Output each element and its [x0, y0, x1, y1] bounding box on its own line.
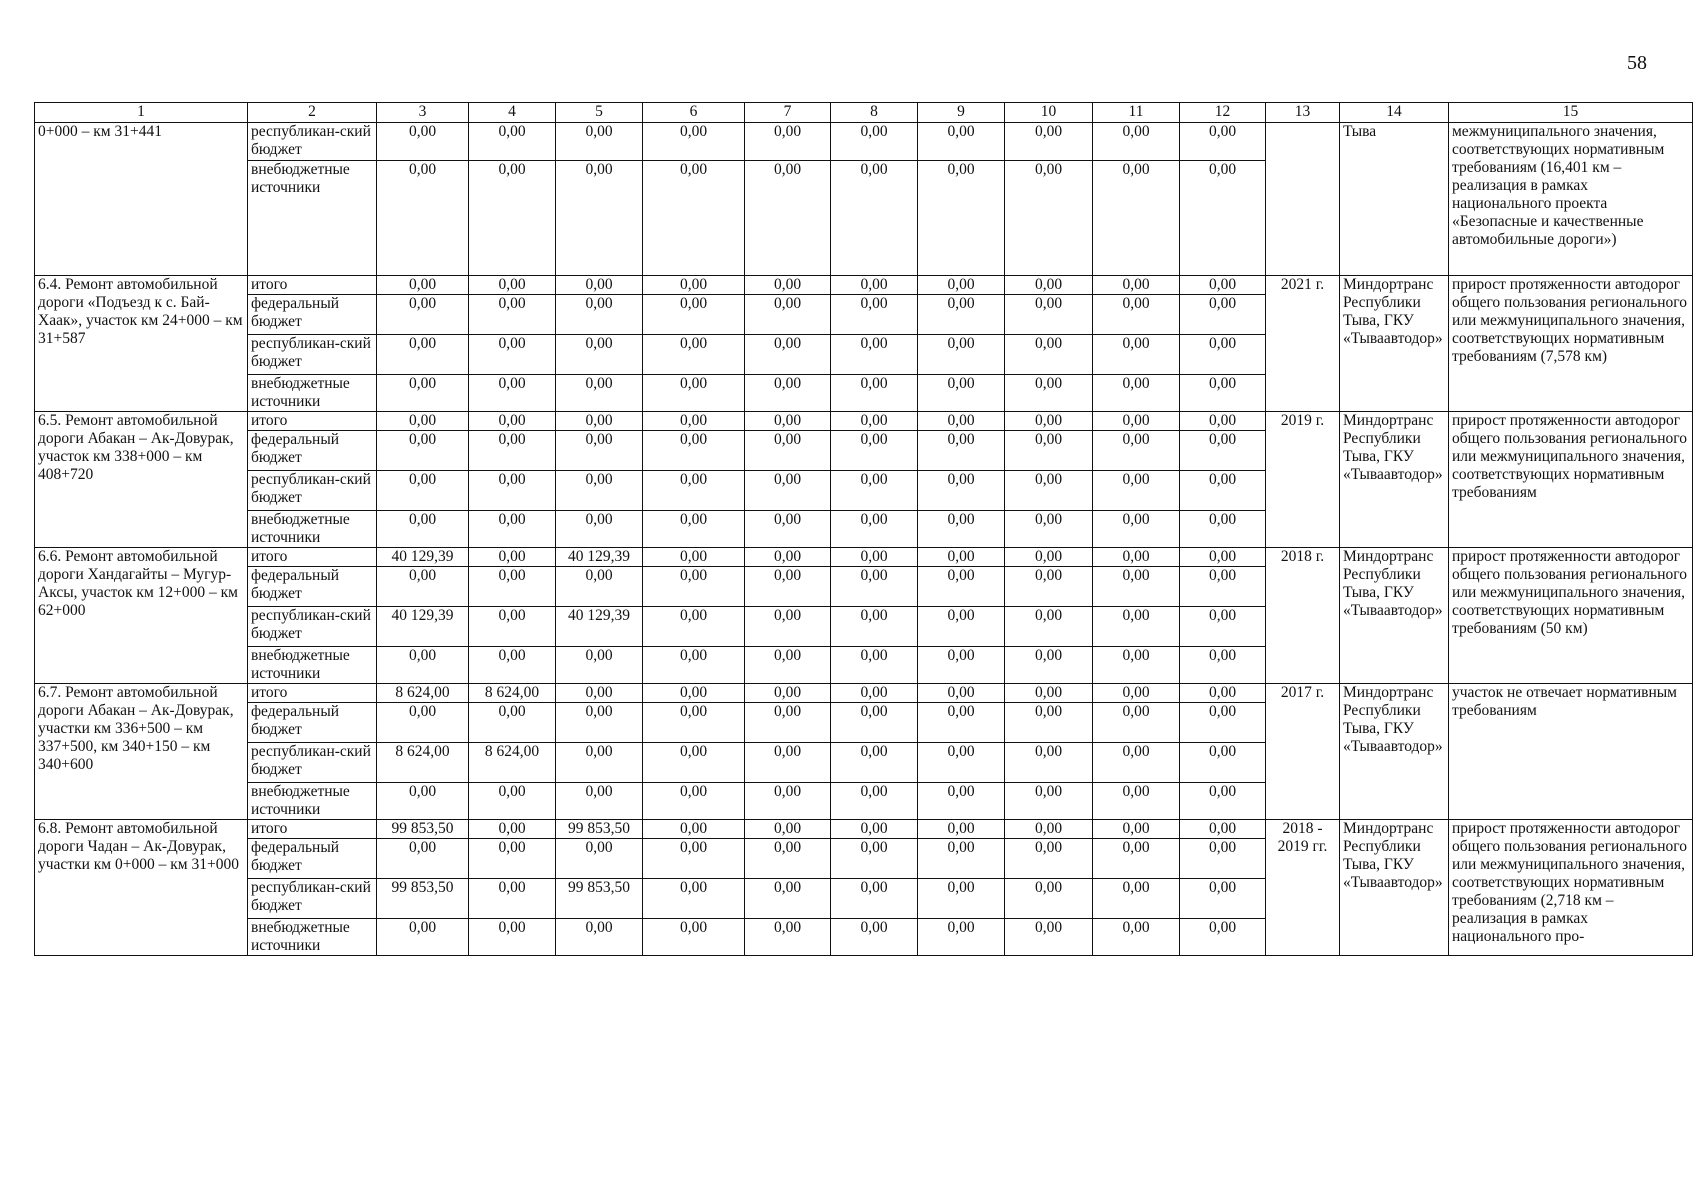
amount-cell: 0,00 — [745, 783, 831, 820]
funding-source-label: республикан-ский бюджет — [248, 743, 377, 783]
amount-cell: 0,00 — [556, 335, 643, 375]
expected-result: участок не отвечает нормативным требованиям — [1449, 684, 1693, 820]
item-name: 6.6. Ремонт автомобильной дороги Хандагайты – Мугур-Аксы, участок км 12+000 – км 62+000 — [35, 548, 248, 684]
amount-cell: 0,00 — [469, 471, 556, 511]
amount-cell: 0,00 — [469, 161, 556, 276]
amount-cell: 0,00 — [643, 919, 745, 956]
amount-cell: 0,00 — [918, 548, 1005, 567]
amount-cell: 0,00 — [831, 471, 918, 511]
amount-cell: 8 624,00 — [469, 743, 556, 783]
amount-cell: 0,00 — [1005, 879, 1093, 919]
amount-cell: 0,00 — [377, 703, 469, 743]
amount-cell: 0,00 — [1005, 783, 1093, 820]
column-header: 1 — [35, 103, 248, 123]
amount-cell: 40 129,39 — [377, 607, 469, 647]
amount-cell: 0,00 — [1180, 431, 1266, 471]
amount-cell: 0,00 — [745, 375, 831, 412]
amount-cell: 0,00 — [377, 471, 469, 511]
executor: Миндортранс Республики Тыва, ГКУ «Тываавтодор» — [1340, 412, 1449, 548]
table-row — [35, 684, 1693, 703]
amount-cell: 0,00 — [469, 375, 556, 412]
amount-cell: 0,00 — [831, 375, 918, 412]
amount-cell: 0,00 — [831, 783, 918, 820]
amount-cell: 0,00 — [831, 607, 918, 647]
table-row — [35, 820, 1693, 839]
amount-cell: 0,00 — [1180, 335, 1266, 375]
column-header: 4 — [469, 103, 556, 123]
amount-cell: 99 853,50 — [377, 820, 469, 839]
amount-cell: 0,00 — [1093, 703, 1180, 743]
amount-cell: 0,00 — [377, 161, 469, 276]
program-table — [34, 102, 1693, 956]
funding-source-label: внебюджетные источники — [248, 919, 377, 956]
amount-cell: 0,00 — [1005, 276, 1093, 295]
amount-cell: 0,00 — [918, 375, 1005, 412]
amount-cell: 0,00 — [556, 123, 643, 161]
amount-cell: 0,00 — [1093, 295, 1180, 335]
amount-cell: 0,00 — [643, 123, 745, 161]
amount-cell: 0,00 — [831, 412, 918, 431]
amount-cell: 0,00 — [556, 783, 643, 820]
amount-cell: 0,00 — [377, 783, 469, 820]
column-header: 7 — [745, 103, 831, 123]
amount-cell: 0,00 — [918, 471, 1005, 511]
funding-source-label: внебюджетные источники — [248, 647, 377, 684]
funding-source-label: внебюджетные источники — [248, 783, 377, 820]
amount-cell: 0,00 — [745, 703, 831, 743]
amount-cell: 0,00 — [1093, 161, 1180, 276]
amount-cell: 0,00 — [745, 839, 831, 879]
amount-cell: 0,00 — [1005, 703, 1093, 743]
implementation-year: 2021 г. — [1266, 276, 1340, 412]
amount-cell: 0,00 — [1093, 567, 1180, 607]
amount-cell: 0,00 — [918, 567, 1005, 607]
amount-cell: 0,00 — [556, 412, 643, 431]
amount-cell: 0,00 — [469, 879, 556, 919]
amount-cell: 0,00 — [918, 703, 1005, 743]
column-header: 6 — [643, 103, 745, 123]
amount-cell: 0,00 — [377, 123, 469, 161]
amount-cell: 0,00 — [1093, 919, 1180, 956]
amount-cell: 0,00 — [918, 431, 1005, 471]
amount-cell: 0,00 — [469, 703, 556, 743]
amount-cell: 0,00 — [643, 743, 745, 783]
funding-source-label: республикан-ский бюджет — [248, 879, 377, 919]
amount-cell: 0,00 — [1093, 647, 1180, 684]
amount-cell: 0,00 — [1180, 820, 1266, 839]
amount-cell: 99 853,50 — [556, 820, 643, 839]
amount-cell: 0,00 — [643, 783, 745, 820]
amount-cell: 0,00 — [1093, 471, 1180, 511]
funding-source-label: внебюджетные источники — [248, 161, 377, 276]
amount-cell: 0,00 — [643, 431, 745, 471]
amount-cell: 0,00 — [918, 647, 1005, 684]
amount-cell: 0,00 — [556, 295, 643, 335]
table-row — [35, 276, 1693, 295]
amount-cell: 0,00 — [1005, 567, 1093, 607]
table-row — [35, 412, 1693, 431]
amount-cell: 0,00 — [831, 511, 918, 548]
amount-cell: 99 853,50 — [377, 879, 469, 919]
amount-cell: 0,00 — [1180, 276, 1266, 295]
amount-cell: 0,00 — [1180, 548, 1266, 567]
funding-source-label: итого — [248, 548, 377, 567]
amount-cell: 0,00 — [831, 919, 918, 956]
amount-cell: 0,00 — [745, 335, 831, 375]
amount-cell: 0,00 — [469, 839, 556, 879]
amount-cell: 0,00 — [643, 607, 745, 647]
amount-cell: 0,00 — [918, 743, 1005, 783]
item-name: 6.4. Ремонт автомобильной дороги «Подъезд к с. Бай-Хаак», участок км 24+000 – км 31+587 — [35, 276, 248, 412]
amount-cell: 0,00 — [745, 879, 831, 919]
executor: Миндортранс Республики Тыва, ГКУ «Тываавтодор» — [1340, 684, 1449, 820]
amount-cell: 0,00 — [918, 511, 1005, 548]
amount-cell: 0,00 — [918, 879, 1005, 919]
amount-cell: 0,00 — [1093, 839, 1180, 879]
column-header: 12 — [1180, 103, 1266, 123]
amount-cell: 0,00 — [745, 161, 831, 276]
amount-cell: 8 624,00 — [377, 743, 469, 783]
funding-source-label: итого — [248, 412, 377, 431]
amount-cell: 0,00 — [1005, 123, 1093, 161]
amount-cell: 0,00 — [1180, 295, 1266, 335]
amount-cell: 0,00 — [918, 295, 1005, 335]
amount-cell: 0,00 — [643, 375, 745, 412]
amount-cell: 0,00 — [469, 820, 556, 839]
amount-cell: 0,00 — [1093, 684, 1180, 703]
implementation-year: 2018 г. — [1266, 548, 1340, 684]
amount-cell: 0,00 — [1093, 123, 1180, 161]
amount-cell: 0,00 — [643, 647, 745, 684]
amount-cell: 0,00 — [643, 335, 745, 375]
amount-cell: 0,00 — [745, 123, 831, 161]
amount-cell: 0,00 — [1093, 607, 1180, 647]
amount-cell: 0,00 — [831, 335, 918, 375]
amount-cell: 0,00 — [745, 684, 831, 703]
amount-cell: 0,00 — [831, 431, 918, 471]
funding-source-label: республикан-ский бюджет — [248, 335, 377, 375]
amount-cell: 0,00 — [1180, 375, 1266, 412]
amount-cell: 0,00 — [918, 161, 1005, 276]
amount-cell: 0,00 — [1005, 647, 1093, 684]
funding-source-label: итого — [248, 820, 377, 839]
amount-cell: 0,00 — [643, 161, 745, 276]
amount-cell: 0,00 — [1180, 879, 1266, 919]
amount-cell: 0,00 — [556, 161, 643, 276]
amount-cell: 0,00 — [1180, 647, 1266, 684]
amount-cell: 0,00 — [831, 703, 918, 743]
amount-cell: 0,00 — [1093, 375, 1180, 412]
amount-cell: 0,00 — [556, 684, 643, 703]
amount-cell: 0,00 — [643, 548, 745, 567]
amount-cell: 0,00 — [831, 647, 918, 684]
amount-cell: 0,00 — [831, 820, 918, 839]
amount-cell: 0,00 — [1005, 471, 1093, 511]
column-header: 8 — [831, 103, 918, 123]
amount-cell: 0,00 — [1005, 295, 1093, 335]
amount-cell: 0,00 — [1005, 607, 1093, 647]
amount-cell: 0,00 — [377, 919, 469, 956]
amount-cell: 8 624,00 — [469, 684, 556, 703]
amount-cell: 0,00 — [377, 276, 469, 295]
amount-cell: 0,00 — [745, 567, 831, 607]
amount-cell: 0,00 — [469, 607, 556, 647]
column-header: 9 — [918, 103, 1005, 123]
amount-cell: 0,00 — [469, 412, 556, 431]
amount-cell: 0,00 — [1180, 161, 1266, 276]
amount-cell: 0,00 — [377, 412, 469, 431]
amount-cell: 0,00 — [745, 295, 831, 335]
amount-cell: 0,00 — [1093, 335, 1180, 375]
amount-cell: 0,00 — [1005, 548, 1093, 567]
amount-cell: 0,00 — [377, 295, 469, 335]
amount-cell: 0,00 — [745, 743, 831, 783]
amount-cell: 0,00 — [1005, 820, 1093, 839]
amount-cell: 0,00 — [1005, 412, 1093, 431]
amount-cell: 0,00 — [918, 335, 1005, 375]
amount-cell: 0,00 — [643, 879, 745, 919]
implementation-year: 2018 - 2019 гг. — [1266, 820, 1340, 956]
amount-cell: 40 129,39 — [556, 548, 643, 567]
amount-cell: 0,00 — [556, 743, 643, 783]
amount-cell: 0,00 — [469, 548, 556, 567]
amount-cell: 0,00 — [831, 743, 918, 783]
item-name: 6.7. Ремонт автомобильной дороги Абакан – Ак-Довурак, участки км 336+500 – км 337+500, км 340+150 – км 340+600 — [35, 684, 248, 820]
amount-cell: 0,00 — [1180, 567, 1266, 607]
item-name: 6.5. Ремонт автомобильной дороги Абакан – Ак-Довурак, участок км 338+000 – км 408+720 — [35, 412, 248, 548]
amount-cell: 0,00 — [643, 839, 745, 879]
amount-cell: 0,00 — [1093, 879, 1180, 919]
amount-cell: 0,00 — [745, 919, 831, 956]
executor: Тыва — [1340, 123, 1449, 276]
amount-cell: 0,00 — [469, 511, 556, 548]
expected-result: межмуниципального значения, соответствующих нормативным требованиям (16,401 км – реализация в рамках национального проекта «Безопасные и качественные автомобильные дороги») — [1449, 123, 1693, 276]
amount-cell: 0,00 — [556, 647, 643, 684]
implementation-year: 2019 г. — [1266, 412, 1340, 548]
column-header: 13 — [1266, 103, 1340, 123]
amount-cell: 0,00 — [643, 820, 745, 839]
funding-source-label: федеральный бюджет — [248, 567, 377, 607]
implementation-year — [1266, 123, 1340, 276]
amount-cell: 0,00 — [556, 703, 643, 743]
table-body — [35, 103, 1693, 956]
amount-cell: 0,00 — [1005, 684, 1093, 703]
amount-cell: 0,00 — [745, 276, 831, 295]
amount-cell: 0,00 — [745, 471, 831, 511]
amount-cell: 0,00 — [1180, 839, 1266, 879]
amount-cell: 0,00 — [1005, 839, 1093, 879]
executor: Миндортранс Республики Тыва, ГКУ «Тываавтодор» — [1340, 820, 1449, 956]
funding-source-label: федеральный бюджет — [248, 295, 377, 335]
amount-cell: 0,00 — [469, 295, 556, 335]
amount-cell: 0,00 — [377, 431, 469, 471]
amount-cell: 0,00 — [831, 161, 918, 276]
funding-source-label: республикан-ский бюджет — [248, 607, 377, 647]
funding-source-label: республикан-ский бюджет — [248, 471, 377, 511]
amount-cell: 0,00 — [1180, 511, 1266, 548]
amount-cell: 0,00 — [1180, 703, 1266, 743]
funding-source-label: федеральный бюджет — [248, 431, 377, 471]
amount-cell: 0,00 — [643, 567, 745, 607]
funding-source-label: внебюджетные источники — [248, 375, 377, 412]
amount-cell: 0,00 — [469, 919, 556, 956]
amount-cell: 0,00 — [377, 335, 469, 375]
amount-cell: 8 624,00 — [377, 684, 469, 703]
amount-cell: 0,00 — [1005, 161, 1093, 276]
amount-cell: 0,00 — [469, 431, 556, 471]
amount-cell: 0,00 — [918, 684, 1005, 703]
amount-cell: 0,00 — [556, 919, 643, 956]
amount-cell: 0,00 — [1005, 431, 1093, 471]
funding-source-label: внебюджетные источники — [248, 511, 377, 548]
amount-cell: 0,00 — [1180, 684, 1266, 703]
amount-cell: 0,00 — [918, 412, 1005, 431]
amount-cell: 0,00 — [556, 375, 643, 412]
amount-cell: 0,00 — [556, 567, 643, 607]
implementation-year: 2017 г. — [1266, 684, 1340, 820]
amount-cell: 0,00 — [918, 919, 1005, 956]
amount-cell: 0,00 — [643, 295, 745, 335]
amount-cell: 0,00 — [1180, 607, 1266, 647]
expected-result: прирост протяженности автодорог общего пользования регионального или межмуниципального значения, соответствующих нормативным требованиям (2,718 км – реализация в рамках национального про- — [1449, 820, 1693, 956]
amount-cell: 0,00 — [556, 511, 643, 548]
amount-cell: 0,00 — [377, 647, 469, 684]
amount-cell: 0,00 — [1093, 276, 1180, 295]
amount-cell: 0,00 — [745, 820, 831, 839]
funding-source-label: итого — [248, 276, 377, 295]
item-name: 0+000 – км 31+441 — [35, 123, 248, 276]
amount-cell: 0,00 — [745, 607, 831, 647]
expected-result: прирост протяженности автодорог общего пользования регионального или межмуниципального значения, соответствующих нормативным требованиям (7,578 км) — [1449, 276, 1693, 412]
funding-source-label: федеральный бюджет — [248, 839, 377, 879]
amount-cell: 0,00 — [1093, 548, 1180, 567]
amount-cell: 0,00 — [745, 431, 831, 471]
amount-cell: 0,00 — [831, 879, 918, 919]
column-header: 10 — [1005, 103, 1093, 123]
amount-cell: 0,00 — [1005, 511, 1093, 548]
table-row — [35, 548, 1693, 567]
amount-cell: 0,00 — [1180, 412, 1266, 431]
amount-cell: 0,00 — [1093, 431, 1180, 471]
amount-cell: 0,00 — [643, 511, 745, 548]
amount-cell: 0,00 — [1180, 919, 1266, 956]
amount-cell: 0,00 — [377, 567, 469, 607]
amount-cell: 0,00 — [1005, 743, 1093, 783]
amount-cell: 0,00 — [918, 276, 1005, 295]
item-name: 6.8. Ремонт автомобильной дороги Чадан – Ак-Довурак, участки км 0+000 – км 31+000 — [35, 820, 248, 956]
executor: Миндортранс Республики Тыва, ГКУ «Тываавтодор» — [1340, 548, 1449, 684]
amount-cell: 0,00 — [643, 276, 745, 295]
amount-cell: 0,00 — [1180, 471, 1266, 511]
executor: Миндортранс Республики Тыва, ГКУ «Тываавтодор» — [1340, 276, 1449, 412]
amount-cell: 0,00 — [469, 276, 556, 295]
amount-cell: 0,00 — [556, 276, 643, 295]
amount-cell: 0,00 — [643, 684, 745, 703]
funding-source-label: республикан-ский бюджет — [248, 123, 377, 161]
amount-cell: 0,00 — [643, 471, 745, 511]
amount-cell: 0,00 — [643, 412, 745, 431]
amount-cell: 0,00 — [918, 607, 1005, 647]
amount-cell: 0,00 — [1093, 412, 1180, 431]
amount-cell: 0,00 — [831, 567, 918, 607]
column-header: 3 — [377, 103, 469, 123]
amount-cell: 0,00 — [1005, 375, 1093, 412]
amount-cell: 0,00 — [1093, 511, 1180, 548]
amount-cell: 0,00 — [918, 123, 1005, 161]
amount-cell: 0,00 — [1180, 783, 1266, 820]
expected-result: прирост протяженности автодорог общего пользования регионального или межмуниципального значения, соответствующих нормативным требованиям (50 км) — [1449, 548, 1693, 684]
amount-cell: 0,00 — [469, 783, 556, 820]
amount-cell: 0,00 — [469, 123, 556, 161]
amount-cell: 0,00 — [1180, 743, 1266, 783]
amount-cell: 0,00 — [745, 647, 831, 684]
amount-cell: 0,00 — [1093, 820, 1180, 839]
column-header: 15 — [1449, 103, 1693, 123]
amount-cell: 0,00 — [469, 567, 556, 607]
expected-result: прирост протяженности автодорог общего пользования регионального или межмуниципального значения, соответствующих нормативным требованиям — [1449, 412, 1693, 548]
amount-cell: 0,00 — [1093, 783, 1180, 820]
amount-cell: 0,00 — [469, 647, 556, 684]
amount-cell: 0,00 — [377, 511, 469, 548]
amount-cell: 0,00 — [831, 684, 918, 703]
funding-source-label: федеральный бюджет — [248, 703, 377, 743]
amount-cell: 0,00 — [469, 335, 556, 375]
amount-cell: 0,00 — [643, 703, 745, 743]
amount-cell: 0,00 — [556, 839, 643, 879]
amount-cell: 0,00 — [831, 548, 918, 567]
amount-cell: 0,00 — [1180, 123, 1266, 161]
amount-cell: 0,00 — [745, 548, 831, 567]
table-row — [35, 123, 1693, 161]
amount-cell: 0,00 — [745, 412, 831, 431]
amount-cell: 0,00 — [377, 375, 469, 412]
column-header: 5 — [556, 103, 643, 123]
amount-cell: 99 853,50 — [556, 879, 643, 919]
amount-cell: 0,00 — [831, 276, 918, 295]
amount-cell: 0,00 — [1005, 919, 1093, 956]
amount-cell: 0,00 — [556, 471, 643, 511]
amount-cell: 0,00 — [918, 820, 1005, 839]
amount-cell: 0,00 — [918, 783, 1005, 820]
amount-cell: 0,00 — [831, 295, 918, 335]
amount-cell: 40 129,39 — [377, 548, 469, 567]
amount-cell: 0,00 — [377, 839, 469, 879]
amount-cell: 0,00 — [831, 123, 918, 161]
amount-cell: 0,00 — [831, 839, 918, 879]
column-header: 2 — [248, 103, 377, 123]
page-number: 58 — [1627, 52, 1647, 74]
amount-cell: 0,00 — [556, 431, 643, 471]
column-header: 11 — [1093, 103, 1180, 123]
header-row — [35, 103, 1693, 123]
amount-cell: 40 129,39 — [556, 607, 643, 647]
funding-source-label: итого — [248, 684, 377, 703]
amount-cell: 0,00 — [745, 511, 831, 548]
column-header: 14 — [1340, 103, 1449, 123]
amount-cell: 0,00 — [918, 839, 1005, 879]
amount-cell: 0,00 — [1005, 335, 1093, 375]
amount-cell: 0,00 — [1093, 743, 1180, 783]
